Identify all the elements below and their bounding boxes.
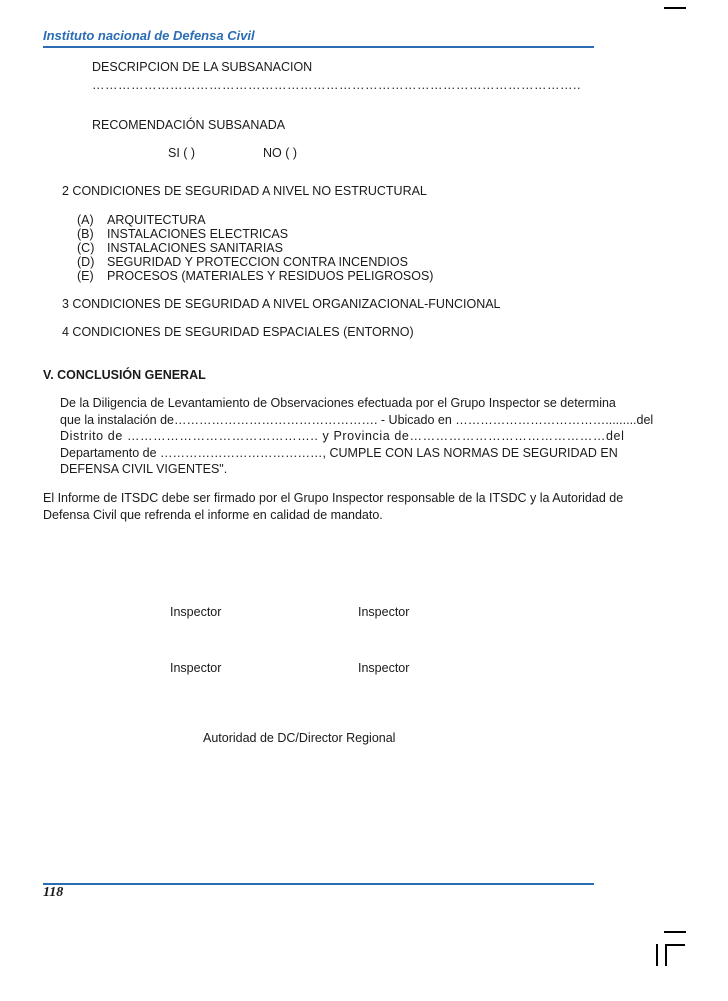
conclusion-line-text: De la Diligencia de Levantamiento de Observaciones efectuada por el Grupo Inspector se determina [60,396,616,410]
descripcion-label: DESCRIPCION DE LA SUBSANACION [92,60,313,74]
signature-authority: Autoridad de DC/Director Regional [203,731,396,745]
list-item-label: PROCESOS (MATERIALES Y RESIDUOS PELIGROSOS) [107,269,434,283]
footer-rule [43,883,594,885]
conclusion-line [60,445,618,462]
conclusion-line [60,461,594,478]
signature-note-text: Defensa Civil que refrenda el informe en calidad de mandato. [43,508,383,522]
conclusion-line [60,395,616,412]
conclusion-line [60,412,654,429]
header-rule [43,46,594,48]
conclusion-heading: V. CONCLUSIÓN GENERAL [43,368,206,382]
section-3-title: 3 CONDICIONES DE SEGURIDAD A NIVEL ORGANIZACIONAL-FUNCIONAL [62,297,501,311]
list-item [77,213,206,227]
signature-note [43,490,624,524]
header-title: Instituto nacional de Defensa Civil [43,28,255,43]
list-item-key: (E) [77,269,94,283]
conclusion-line-text: Departamento de …………………………………, CUMPLE CON LAS NORMAS DE SEGURIDAD EN [60,445,618,460]
list-item-key: (D) [77,255,95,269]
signature-note-line [43,507,594,524]
conclusion-line [60,428,625,445]
crop-mark-bottom-right-h2 [665,944,685,946]
conclusion-line-text: que la instalación de…………………………………………. - Ubicado en ……………………………….........del [60,412,654,427]
crop-mark-bottom-right-h [664,931,686,933]
list-item-label: ARQUITECTURA [107,213,206,227]
conclusion-line-text: Distrito de …………………………………….. y Provincia de………………………………………del [60,429,625,443]
crop-mark-bottom-right-v2 [665,944,667,966]
list-item-key: (C) [77,241,95,255]
conclusion-paragraph [60,395,654,478]
recomendacion-si: SI ( ) [168,146,196,160]
list-item [77,269,433,283]
recomendacion-no: NO ( ) [263,146,298,160]
descripcion-dots: ………………………………………………………………………………………………….. [92,78,581,92]
section-2-title: 2 CONDICIONES DE SEGURIDAD A NIVEL NO ESTRUCTURAL [62,184,427,198]
signature-note-line [43,490,624,507]
conclusion-line-text: DEFENSA CIVIL VIGENTES". [60,462,228,476]
page-number: 118 [43,885,64,900]
signature-note-text: El Informe de ITSDC debe ser firmado por el Grupo Inspector responsable de la ITSDC y la Autoridad de [43,491,624,505]
crop-mark-top-right [664,7,686,9]
section-4-title: 4 CONDICIONES DE SEGURIDAD ESPACIALES (ENTORNO) [62,325,414,339]
signature-inspector-3: Inspector [170,661,222,675]
list-item-label: INSTALACIONES ELECTRICAS [107,227,289,241]
signature-inspector-4: Inspector [358,661,410,675]
signature-inspector-1: Inspector [170,605,222,619]
list-item-key: (A) [77,213,94,227]
crop-mark-bottom-right-v1 [656,944,658,966]
list-item [77,255,408,269]
list-item [77,227,288,241]
signature-inspector-2: Inspector [358,605,410,619]
list-item-label: SEGURIDAD Y PROTECCION CONTRA INCENDIOS [107,255,408,269]
recomendacion-label: RECOMENDACIÓN SUBSANADA [92,118,286,132]
list-item-key: (B) [77,227,94,241]
list-item-label: INSTALACIONES SANITARIAS [107,241,283,255]
list-item [77,241,283,255]
